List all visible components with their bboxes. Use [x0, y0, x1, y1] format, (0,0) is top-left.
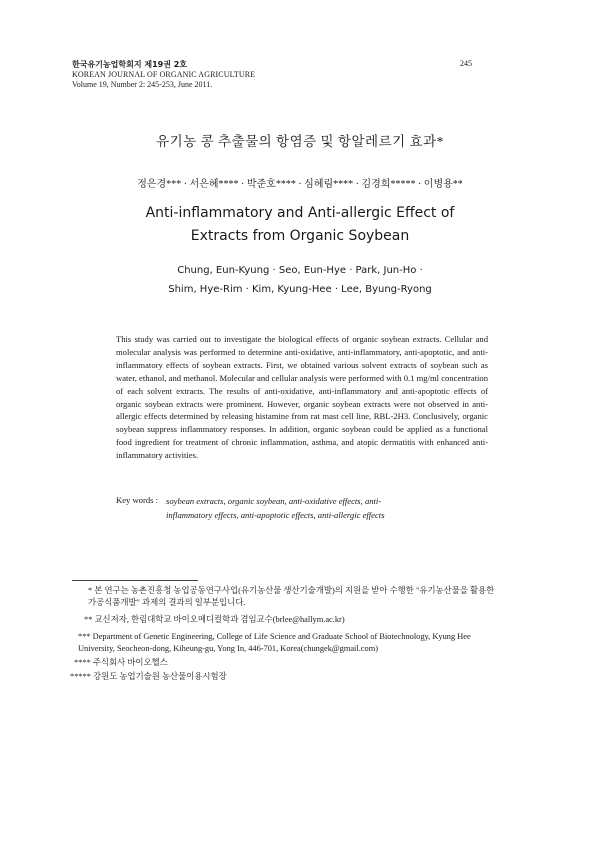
- journal-volume-info: Volume 19, Number 2: 245-253, June 2011.: [72, 80, 213, 89]
- paper-title-english-line1: Anti-inflammatory and Anti-allergic Effect of: [145, 205, 455, 221]
- paper-title-english-line2: Extracts from Organic Soybean: [190, 228, 410, 244]
- footnote-text: 교신저자, 한림대학교 바이오메디컬학과 겸임교수(brlee@hallym.ac.kr): [94, 615, 345, 624]
- journal-title-english: KOREAN JOURNAL OF ORGANIC AGRICULTURE: [72, 70, 256, 79]
- paper-title-korean: 유기농 콩 추출물의 항염증 및 항알레르기 효과*: [156, 134, 444, 149]
- journal-title-korean: 한국유기농업학회지 제19권 2호: [72, 60, 188, 69]
- footnote-text: 본 연구는 농촌진흥청 농업공동연구사업(유기농산물 생산기술개발)의 지원을 받아 수행한 "유기농산물을 활용한 가공식품개발" 과제의 결과의 일부분입니다.: [88, 586, 495, 607]
- abstract-text: This study was carried out to investigate the biological effects of organic soybean extracts. Cellular and molecular analysis was performed to determine anti-oxidative, anti-inflammatory, anti-apoptotic, and anti-inflammatory effects of soybean extracts. First, we obtained various solvent extracts of soybean such as water, ethanol, and methanol. Molecular and cellular analysis were performed with 0.1 mg/ml concentration of each solvent extracts. The results of anti-oxidative, anti-inflammatory and anti-apoptotic effects of organic soybean extracts were prominent. However, organic soybean extracts were not observed in anti-allergic effects determined by releasing histamine from rat mast cell line, RBL-2H3. Conclusively, organic soybean suppress inflammatory responses. In addition, organic soybean could be applied as a functional food ingredient for treatment of chronic inflammation, asthma, and atopic dermatitis with enhanced anti-inflammatory activities.: [116, 334, 488, 461]
- footnote-text: 강원도 농업기술원 농산물이용시험장: [93, 672, 227, 681]
- footnote-marker: *: [88, 586, 93, 595]
- footnote-marker: **: [84, 615, 93, 624]
- footnote-corresponding-author: [84, 614, 504, 626]
- page-number: 245: [460, 59, 472, 68]
- authors-english-line1: Chung, Eun-Kyung · Seo, Eun-Hye · Park, Jun-Ho ·: [177, 265, 423, 276]
- keywords-text: soybean extracts, organic soybean, anti-oxidative effects, anti-inflammatory effects, anti-apoptotic effects, anti-allergic effects: [166, 496, 385, 520]
- footnote-affiliation-gangwon: [70, 671, 490, 683]
- footnote-affiliation-kyunghee: [78, 631, 508, 655]
- footnote-marker: *****: [70, 672, 91, 681]
- footnote-text: Department of Genetic Engineering, College of Life Science and Graduate School of Biotechnology, Kyung Hee University, Seocheon-dong, Kiheung-gu, Yong In, 446-701, Korea(chungek@gmail.com): [78, 632, 471, 653]
- authors-korean: 정은경*** · 서은혜**** · 박준호**** · 심혜림**** · 김경희***** · 이병용**: [137, 179, 463, 190]
- authors-english-line2: Shim, Hye-Rim · Kim, Kyung-Hee · Lee, Byung-Ryong: [168, 284, 432, 295]
- footnote-marker: ***: [78, 632, 91, 641]
- footnote-divider: [72, 580, 198, 581]
- keywords-label: Key words :: [116, 495, 159, 505]
- footnote-text: 주식회사 바이오헬스: [92, 658, 168, 667]
- footnote-funding: [88, 585, 498, 609]
- footnote-marker: ****: [74, 658, 91, 667]
- footnote-affiliation-biohealth: [74, 657, 494, 669]
